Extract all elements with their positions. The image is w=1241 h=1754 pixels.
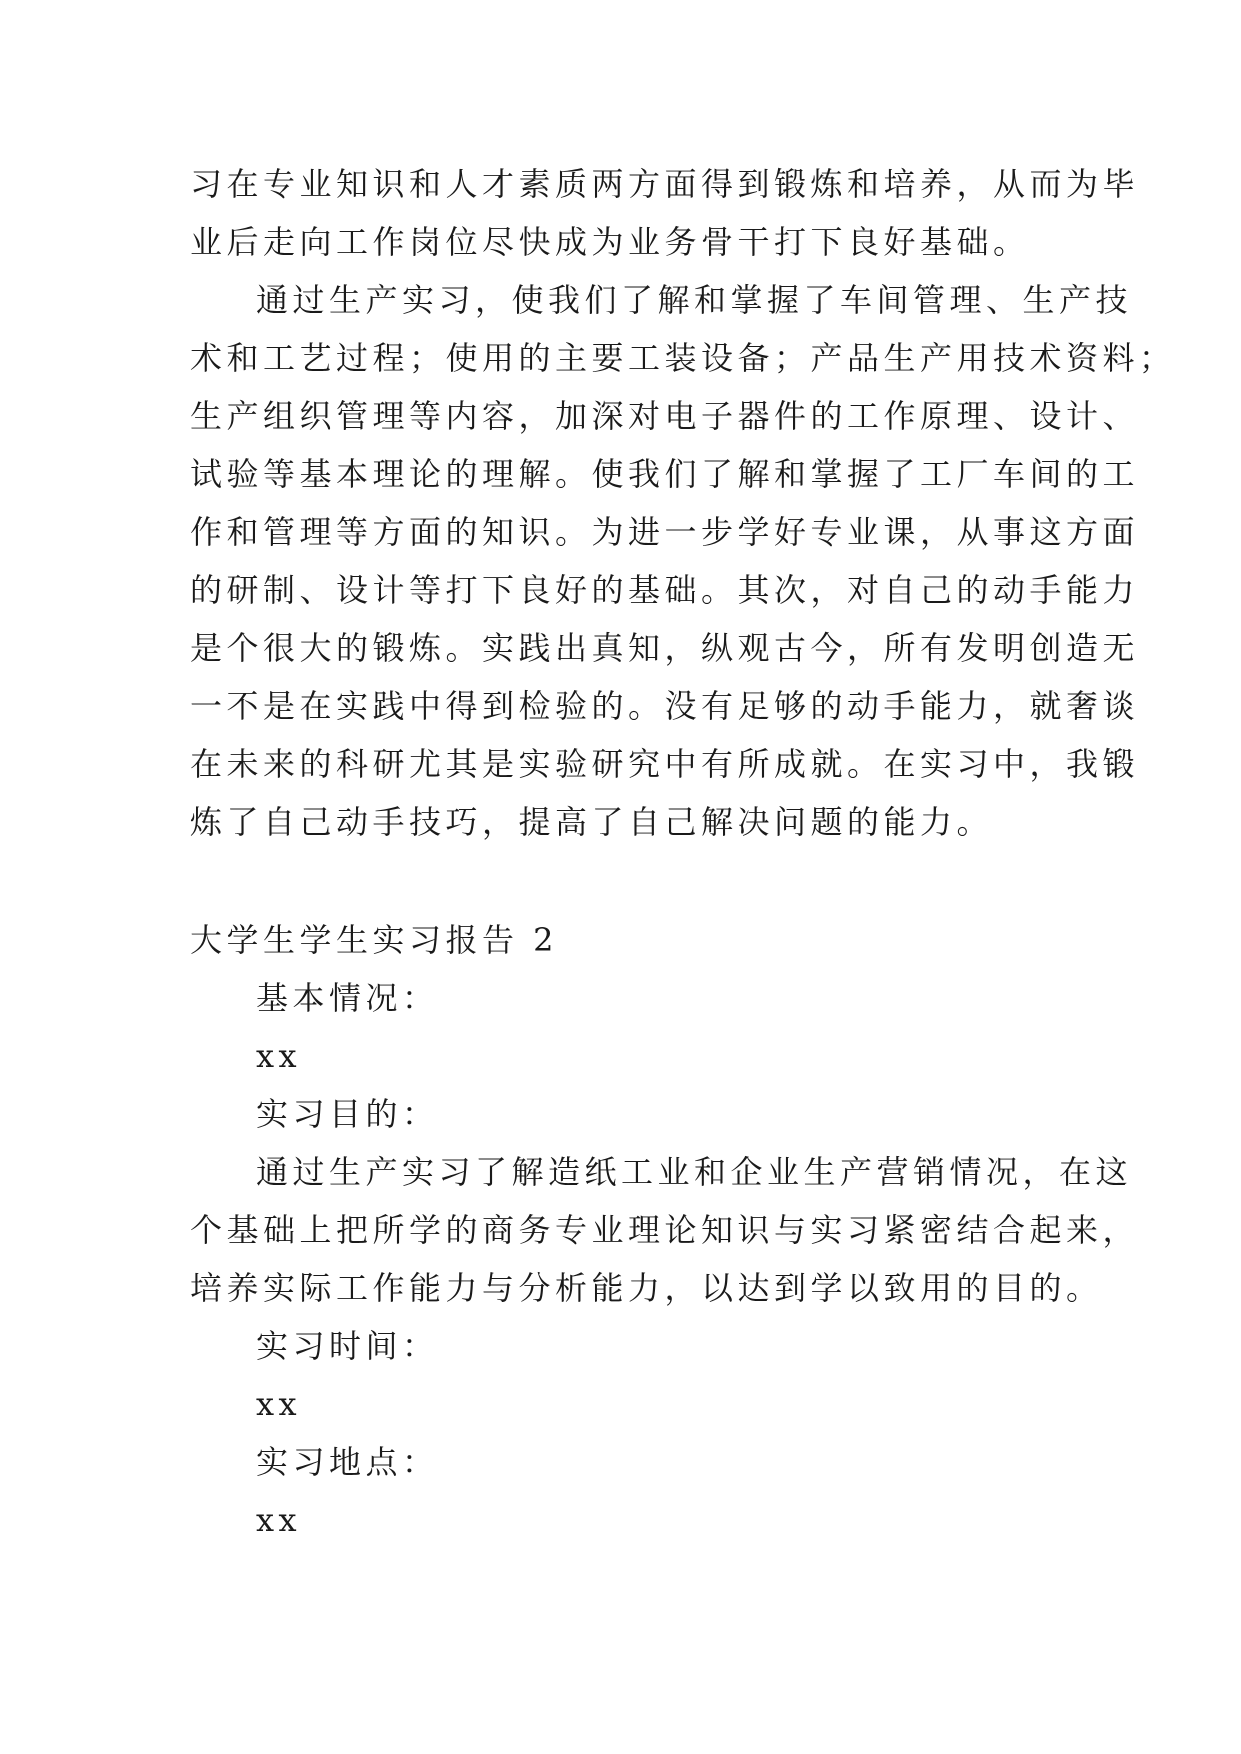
paragraph-line: 个基础上把所学的商务专业理论知识与实习紧密结合起来， [190, 1211, 1140, 1249]
paragraph-line: 在未来的科研尤其是实验研究中有所成就。在实习中，我锻 [190, 745, 1140, 783]
paragraph-line: 是个很大的锻炼。实践出真知，纵观古今，所有发明创造无 [190, 629, 1140, 667]
paragraph-line: 作和管理等方面的知识。为进一步学好专业课，从事这方面 [190, 513, 1140, 551]
section-heading: 大学生学生实习报告 2 [190, 921, 559, 959]
paragraph-line: 习在专业知识和人才素质两方面得到锻炼和培养，从而为毕 [190, 165, 1140, 203]
paragraph-line: 炼了自己动手技巧，提高了自己解决问题的能力。 [190, 803, 994, 841]
paragraph-line: 通过生产实习了解造纸工业和企业生产营销情况，在这 [256, 1153, 1133, 1191]
paragraph-line: 培养实际工作能力与分析能力，以达到学以致用的目的。 [190, 1269, 1103, 1307]
paragraph-line: 一不是在实践中得到检验的。没有足够的动手能力，就奢谈 [190, 687, 1140, 725]
paragraph-line: 试验等基本理论的理解。使我们了解和掌握了工厂车间的工 [190, 455, 1140, 493]
field-label: 实习目的： [256, 1095, 439, 1133]
paragraph-line: 通过生产实习，使我们了解和掌握了车间管理、生产技 [256, 281, 1133, 319]
field-label: 实习地点： [256, 1443, 439, 1481]
paragraph-line: 业后走向工作岗位尽快成为业务骨干打下良好基础。 [190, 223, 1030, 261]
field-value: xx [256, 1037, 302, 1075]
field-label: 实习时间： [256, 1327, 439, 1365]
field-value: xx [256, 1501, 302, 1539]
paragraph-line: 术和工艺过程；使用的主要工装设备；产品生产用技术资料； [190, 339, 1176, 377]
field-value: xx [256, 1385, 302, 1423]
field-label: 基本情况： [256, 979, 439, 1017]
paragraph-line: 生产组织管理等内容，加深对电子器件的工作原理、设计、 [190, 397, 1140, 435]
paragraph-line: 的研制、设计等打下良好的基础。其次，对自己的动手能力 [190, 571, 1140, 609]
